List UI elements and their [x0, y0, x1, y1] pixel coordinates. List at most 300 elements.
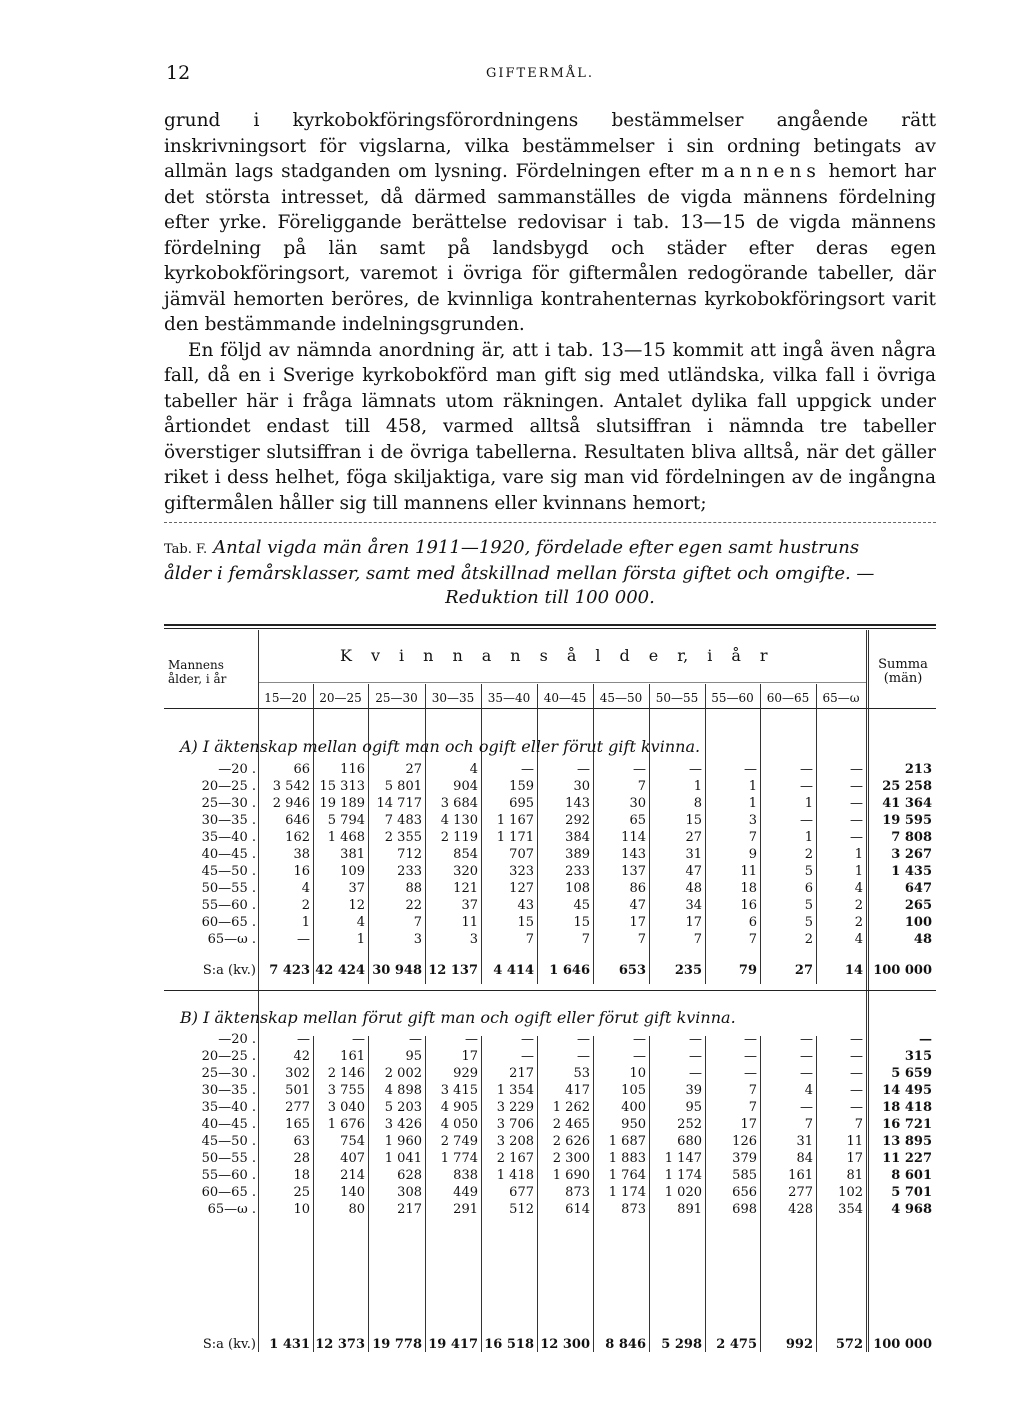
- table-cell: 428: [788, 1202, 813, 1217]
- table-cell: 159: [509, 779, 534, 794]
- table-cell: —: [577, 1049, 590, 1064]
- table-cell: 7: [748, 932, 757, 947]
- row-sum: 647: [904, 881, 932, 896]
- table-cell: —: [850, 1100, 863, 1115]
- table-cell: 4 905: [440, 1100, 478, 1115]
- table-top-rule-2: [164, 628, 936, 629]
- table-cell: 754: [340, 1134, 365, 1149]
- table-cell: 31: [796, 1134, 813, 1149]
- table-cell: —: [850, 813, 863, 828]
- running-head: GIFTERMÅL.: [486, 66, 594, 81]
- table-cell: 891: [677, 1202, 702, 1217]
- header-group-letter: i: [399, 646, 405, 665]
- table-cell: 1 687: [608, 1134, 646, 1149]
- table-cell: 291: [453, 1202, 478, 1217]
- table-cell: 4 130: [440, 813, 478, 828]
- row-label: 30—35 .: [201, 1083, 256, 1098]
- table-cell: 39: [685, 1083, 702, 1098]
- table-cell: 4 898: [384, 1083, 422, 1098]
- row-label: 20—25 .: [201, 1049, 256, 1064]
- table-cell: 17: [685, 915, 702, 930]
- row-sum: 13 895: [882, 1134, 932, 1149]
- table-cell: 698: [732, 1202, 757, 1217]
- table-cell: 1 676: [327, 1117, 365, 1132]
- table-cell: 3 208: [496, 1134, 534, 1149]
- table-cell: 95: [685, 1100, 702, 1115]
- table-cell: 22: [405, 898, 422, 913]
- table-cell: 512: [509, 1202, 534, 1217]
- row-label: 25—30 .: [201, 796, 256, 811]
- row-sum: 1 435: [891, 864, 932, 879]
- table-cell: —: [521, 1049, 534, 1064]
- table-cell: —: [800, 813, 813, 828]
- header-group-letter: å: [731, 646, 741, 665]
- row-label: 60—65 .: [201, 915, 256, 930]
- table-cell: 214: [340, 1168, 365, 1183]
- caption-tab-label: Tab. F.: [164, 542, 208, 557]
- table-cell: 417: [565, 1083, 590, 1098]
- table-cell: 614: [565, 1202, 590, 1217]
- table-cell: 1 020: [664, 1185, 702, 1200]
- row-sum: 41 364: [882, 796, 932, 811]
- table-cell: 37: [461, 898, 478, 913]
- section-divider: [164, 990, 936, 991]
- table-cell: 4: [854, 932, 863, 947]
- table-cell: 11: [740, 864, 757, 879]
- table-cell: 2 946: [272, 796, 310, 811]
- table-cell: 8: [693, 796, 702, 811]
- header-sum-line-2: (män): [883, 671, 923, 686]
- table-cell: 10: [629, 1066, 646, 1081]
- row-label: S:a (kv.): [202, 1337, 256, 1352]
- table-cell: 14 717: [376, 796, 422, 811]
- table-cell: 108: [565, 881, 590, 896]
- table-cell: 1: [854, 847, 863, 862]
- table-cell: 15 313: [319, 779, 365, 794]
- table-cell: 1 147: [664, 1151, 702, 1166]
- table-cell: 15: [517, 915, 534, 930]
- table-cell: 854: [453, 847, 478, 862]
- row-sum: 100 000: [873, 963, 932, 978]
- table-cell: 2: [854, 898, 863, 913]
- table-cell: 389: [565, 847, 590, 862]
- row-label: S:a (kv.): [202, 963, 256, 978]
- caption-line-1: [164, 536, 936, 562]
- table-cell: 302: [285, 1066, 310, 1081]
- body-text: [164, 108, 936, 516]
- paragraph-1-a: grund i kyrkobokföringsförordningens bestämmelser angående rätt inskrivningsort för vigslarna, vilka bestämmelser i sin ordning betingats av allmän lags stadganden om lysning. Fördelningen efter: [164, 110, 936, 182]
- column-header: 40—45: [543, 691, 587, 705]
- table-top-rule: [164, 624, 936, 626]
- table-caption: [164, 536, 936, 610]
- header-left-line-2: ålder, i år: [168, 672, 227, 686]
- table-cell: 572: [835, 1337, 863, 1352]
- table-cell: 7: [637, 932, 646, 947]
- header-group-letter: s: [539, 646, 548, 665]
- table-cell: —: [800, 762, 813, 777]
- table-cell: 25: [293, 1185, 310, 1200]
- table-cell: 7: [693, 932, 702, 947]
- table-cell: 38: [293, 847, 310, 862]
- table-cell: 105: [621, 1083, 646, 1098]
- table-cell: 15: [573, 915, 590, 930]
- table-cell: 929: [453, 1066, 478, 1081]
- table-cell: 646: [285, 813, 310, 828]
- header-mid-rule: [258, 682, 866, 683]
- table-cell: —: [689, 1066, 702, 1081]
- row-label: —20 .: [218, 1032, 256, 1047]
- table-cell: 17: [740, 1117, 757, 1132]
- table-cell: 217: [397, 1202, 422, 1217]
- header-group-letter: å: [566, 646, 577, 665]
- table-cell: 3 040: [327, 1100, 365, 1115]
- table-cell: 9: [748, 847, 757, 862]
- table-cell: —: [297, 1032, 310, 1047]
- table-cell: 838: [453, 1168, 478, 1183]
- table-cell: —: [850, 762, 863, 777]
- table-cell: 12 373: [315, 1337, 365, 1352]
- table-cell: 707: [509, 847, 534, 862]
- table-cell: 37: [348, 881, 365, 896]
- table-cell: 143: [565, 796, 590, 811]
- table-cell: 628: [397, 1168, 422, 1183]
- table-cell: 233: [397, 864, 422, 879]
- table-cell: 16: [293, 864, 310, 879]
- row-sum: 16 721: [882, 1117, 932, 1132]
- table-cell: 4: [854, 881, 863, 896]
- separator-rule: [164, 522, 936, 523]
- table-cell: 12 300: [540, 1337, 590, 1352]
- table-cell: 1 960: [384, 1134, 422, 1149]
- table-cell: —: [297, 932, 310, 947]
- table-cell: 6: [804, 881, 813, 896]
- table-cell: 501: [285, 1083, 310, 1098]
- table-cell: 3: [748, 813, 757, 828]
- table-cell: 66: [293, 762, 310, 777]
- table-cell: 8 846: [605, 1337, 646, 1352]
- table-cell: 2 002: [384, 1066, 422, 1081]
- table-cell: 81: [846, 1168, 863, 1183]
- table-cell: 95: [405, 1049, 422, 1064]
- table-cell: 6: [748, 915, 757, 930]
- table-cell: 1 167: [496, 813, 534, 828]
- table-cell: 4: [356, 915, 365, 930]
- table-cell: 161: [340, 1049, 365, 1064]
- table-cell: 712: [397, 847, 422, 862]
- table-cell: 1 354: [496, 1083, 534, 1098]
- table-cell: 2: [301, 898, 310, 913]
- table-cell: 19 778: [372, 1337, 422, 1352]
- table-cell: 320: [453, 864, 478, 879]
- paragraph-1-spaced: mannens: [701, 161, 821, 182]
- table-cell: 140: [340, 1185, 365, 1200]
- header-left: [168, 658, 226, 686]
- table-cell: 233: [565, 864, 590, 879]
- table-cell: 16 518: [484, 1337, 534, 1352]
- table-cell: —: [577, 762, 590, 777]
- table-cell: 47: [629, 898, 646, 913]
- row-sum: 8 601: [891, 1168, 932, 1183]
- table-cell: 400: [621, 1100, 646, 1115]
- row-sum: 25 258: [882, 779, 932, 794]
- column-header: 30—35: [431, 691, 475, 705]
- table-cell: 1 431: [269, 1337, 310, 1352]
- row-label: 35—40 .: [201, 1100, 256, 1115]
- table-column-rule: [866, 630, 867, 1352]
- table-cell: 11: [846, 1134, 863, 1149]
- table-cell: —: [850, 1066, 863, 1081]
- column-header: 35—40: [487, 691, 531, 705]
- table-cell: 162: [285, 830, 310, 845]
- table-cell: 3 542: [272, 779, 310, 794]
- table-cell: 1 171: [496, 830, 534, 845]
- header-group-letter: K: [340, 646, 352, 665]
- table-cell: —: [800, 1100, 813, 1115]
- table-cell: 7 483: [384, 813, 422, 828]
- table-cell: —: [689, 1032, 702, 1047]
- row-sum: 4 968: [891, 1202, 932, 1217]
- paragraph-1-b: hemort har det största intresset, då därmed sammanställes de vigda männens fördelning efter yrke. Föreliggande berättelse redovisar i tab. 13—15 de vigda männens fördelning på län samt på landsbygd och städer efter deras egen kyrkobokföringsort, varemot i övriga för giftermålen redogörande tabeller, där jämväl hemorten beröres, de kvinnliga kontrahenternas kyrkobokföringsort varit den bestämmande indelningsgrunden.: [164, 161, 936, 335]
- row-sum: 11 227: [882, 1151, 932, 1166]
- row-sum: 48: [913, 932, 932, 947]
- table-cell: 2 167: [496, 1151, 534, 1166]
- row-label: 55—60 .: [201, 1168, 256, 1183]
- table-cell: 7: [854, 1117, 863, 1132]
- table-cell: 4: [804, 1083, 813, 1098]
- table-cell: 2 749: [440, 1134, 478, 1149]
- table-cell: 407: [340, 1151, 365, 1166]
- table-cell: —: [465, 1032, 478, 1047]
- table-cell: 31: [685, 847, 702, 862]
- header-group-letter: r: [759, 646, 768, 665]
- table-cell: —: [850, 1083, 863, 1098]
- table-cell: 34: [685, 898, 702, 913]
- row-label: 45—50 .: [201, 864, 256, 879]
- table-cell: 1 774: [440, 1151, 478, 1166]
- table-cell: —: [409, 1032, 422, 1047]
- table-cell: 126: [732, 1134, 757, 1149]
- table-cell: 1: [356, 932, 365, 947]
- table-cell: 379: [732, 1151, 757, 1166]
- table-cell: 19 417: [428, 1337, 478, 1352]
- table-cell: 116: [340, 762, 365, 777]
- paragraph-1: [164, 108, 936, 338]
- table-cell: 1 174: [664, 1168, 702, 1183]
- table-cell: 19 189: [319, 796, 365, 811]
- row-label: —20 .: [218, 762, 256, 777]
- table-cell: 43: [517, 898, 534, 913]
- table-cell: 449: [453, 1185, 478, 1200]
- table-cell: —: [521, 762, 534, 777]
- section-a-title-text: A) I äktenskap mellan ogift man och ogift eller förut gift kvinna.: [180, 737, 701, 756]
- table-cell: 7: [748, 1083, 757, 1098]
- table-cell: 127: [509, 881, 534, 896]
- table-cell: 10: [293, 1202, 310, 1217]
- table-cell: 30: [629, 796, 646, 811]
- table-cell: —: [744, 1049, 757, 1064]
- row-label: 50—55 .: [201, 1151, 256, 1166]
- table-cell: 42 424: [315, 963, 365, 978]
- table-cell: 2 300: [552, 1151, 590, 1166]
- row-label: 65—ω .: [207, 1202, 256, 1217]
- table-cell: —: [800, 1066, 813, 1081]
- column-header: 45—50: [599, 691, 643, 705]
- row-label: 30—35 .: [201, 813, 256, 828]
- column-header: 50—55: [655, 691, 699, 705]
- table-cell: 5 801: [384, 779, 422, 794]
- table-cell: 1: [748, 779, 757, 794]
- table-cell: 235: [674, 963, 702, 978]
- table-cell: 4: [301, 881, 310, 896]
- table-cell: 873: [565, 1185, 590, 1200]
- table-cell: 12 137: [428, 963, 478, 978]
- table-cell: —: [850, 796, 863, 811]
- table-cell: 5: [804, 915, 813, 930]
- row-sum: 5 701: [891, 1185, 932, 1200]
- header-group-letter: l: [595, 646, 601, 665]
- table-cell: —: [850, 1032, 863, 1047]
- table-cell: 3 684: [440, 796, 478, 811]
- table-cell: 1: [854, 864, 863, 879]
- column-header: 60—65: [766, 691, 810, 705]
- table-cell: 1 262: [552, 1100, 590, 1115]
- table-cell: 5 298: [661, 1337, 702, 1352]
- table-cell: 3 706: [496, 1117, 534, 1132]
- row-label: 55—60 .: [201, 898, 256, 913]
- table-cell: 308: [397, 1185, 422, 1200]
- row-label: 50—55 .: [201, 881, 256, 896]
- table-cell: —: [850, 779, 863, 794]
- table-cell: 65: [629, 813, 646, 828]
- row-sum: 100 000: [873, 1337, 932, 1352]
- header-group-letter: n: [423, 646, 434, 665]
- table-cell: 17: [461, 1049, 478, 1064]
- caption-line-3: Reduktion till 100 000.: [445, 587, 655, 608]
- table-cell: 1 468: [327, 830, 365, 845]
- table-cell: 695: [509, 796, 534, 811]
- header-group-letter: e: [648, 646, 659, 665]
- table-cell: 2: [804, 932, 813, 947]
- table-cell: 121: [453, 881, 478, 896]
- table-cell: 18: [740, 881, 757, 896]
- table-cell: 292: [565, 813, 590, 828]
- header-left-line-1: Mannens: [168, 658, 224, 672]
- table-cell: —: [633, 1049, 646, 1064]
- header-bottom-rule: [164, 708, 936, 709]
- table-cell: —: [800, 1032, 813, 1047]
- table-cell: 1: [693, 779, 702, 794]
- table-cell: 114: [621, 830, 646, 845]
- table-cell: 27: [685, 830, 702, 845]
- row-sum: 14 495: [882, 1083, 932, 1098]
- table-cell: —: [521, 1032, 534, 1047]
- table-cell: 384: [565, 830, 590, 845]
- table-cell: 381: [340, 847, 365, 862]
- table-cell: 354: [838, 1202, 863, 1217]
- table-cell: 143: [621, 847, 646, 862]
- table-cell: 161: [788, 1168, 813, 1183]
- table-cell: 15: [685, 813, 702, 828]
- table-cell: 5 794: [327, 813, 365, 828]
- table-cell: 79: [738, 963, 757, 978]
- table-cell: 3 426: [384, 1117, 422, 1132]
- header-group-letter: n: [452, 646, 463, 665]
- table-cell: 11: [461, 915, 478, 930]
- table-cell: 102: [838, 1185, 863, 1200]
- table-cell: 217: [509, 1066, 534, 1081]
- header-group-letter: i: [707, 646, 713, 665]
- table-cell: 2: [854, 915, 863, 930]
- caption-line-2: ålder i femårsklasser, samt med åtskillnad mellan första giftet och omgifte. —: [164, 563, 875, 584]
- page-number: 12: [166, 62, 191, 84]
- table-cell: 252: [677, 1117, 702, 1132]
- table-cell: —: [689, 762, 702, 777]
- table-cell: 950: [621, 1117, 646, 1132]
- table-cell: —: [850, 830, 863, 845]
- table-cell: 323: [509, 864, 534, 879]
- table-cell: 7: [804, 1117, 813, 1132]
- table-cell: 2 475: [716, 1337, 757, 1352]
- row-label: 60—65 .: [201, 1185, 256, 1200]
- table-cell: 84: [796, 1151, 813, 1166]
- table-cell: 1 041: [384, 1151, 422, 1166]
- table-cell: 277: [788, 1185, 813, 1200]
- table-cell: —: [352, 1032, 365, 1047]
- header-sum: [872, 658, 934, 686]
- table-cell: 27: [405, 762, 422, 777]
- table-cell: 677: [509, 1185, 534, 1200]
- sum-column-rule: [868, 630, 869, 1352]
- table-cell: 17: [629, 915, 646, 930]
- row-label: 45—50 .: [201, 1134, 256, 1149]
- table-cell: 137: [621, 864, 646, 879]
- row-sum: 3 267: [891, 847, 932, 862]
- row-sum: 7 808: [891, 830, 932, 845]
- table-cell: 7: [581, 932, 590, 947]
- table-cell: —: [744, 1032, 757, 1047]
- table-cell: 3 229: [496, 1100, 534, 1115]
- table-cell: 1 418: [496, 1168, 534, 1183]
- row-label: 25—30 .: [201, 1066, 256, 1081]
- table-cell: —: [689, 1049, 702, 1064]
- table-cell: 42: [293, 1049, 310, 1064]
- table-cell: 18: [293, 1168, 310, 1183]
- table-cell: 7: [748, 1100, 757, 1115]
- table-cell: 656: [732, 1185, 757, 1200]
- table-cell: 1: [804, 830, 813, 845]
- table-cell: 7: [525, 932, 534, 947]
- table-cell: 47: [685, 864, 702, 879]
- table-cell: 1 174: [608, 1185, 646, 1200]
- table-cell: —: [633, 762, 646, 777]
- table-cell: 3: [413, 932, 422, 947]
- column-header: 20—25: [319, 691, 362, 705]
- table-cell: 63: [293, 1134, 310, 1149]
- table-cell: 277: [285, 1100, 310, 1115]
- row-label: 40—45 .: [201, 1117, 256, 1132]
- row-sum: —: [919, 1032, 932, 1047]
- table-cell: 1: [748, 796, 757, 811]
- row-label: 20—25 .: [201, 779, 256, 794]
- table-cell: 3 755: [327, 1083, 365, 1098]
- table-cell: 1: [804, 796, 813, 811]
- table-cell: 16: [740, 898, 757, 913]
- header-group-letter: r,: [677, 646, 689, 665]
- row-sum: 213: [904, 762, 932, 777]
- table-cell: 45: [573, 898, 590, 913]
- row-label: 35—40 .: [201, 830, 256, 845]
- table-cell: 7: [637, 779, 646, 794]
